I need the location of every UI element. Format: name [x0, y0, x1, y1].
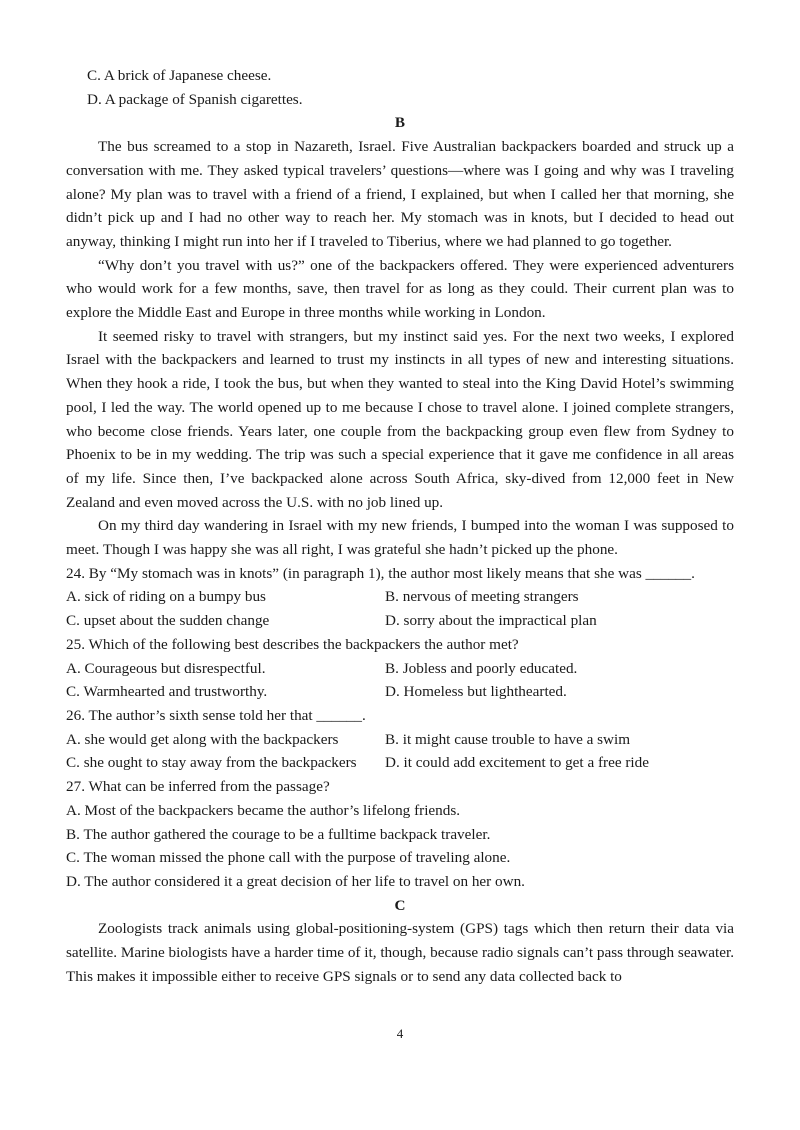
- section-b-paragraph-1: The bus screamed to a stop in Nazareth, Israel. Five Australian backpackers boarded and struck up a conversation with me. They asked typical travelers’ questions—where was I going and why was I traveling alone? My plan was to travel with a friend of a friend, I explained, but when I called her that morning, she didn’t pick up and I had no other way to reach her. My stomach was in knots, but I decided to head out anyway, thinking I might run into her if I traveled to Tiberius, where we had planned to go together.: [66, 138, 734, 250]
- question-24-option-d: D. sorry about the impractical plan: [385, 612, 597, 630]
- question-26-option-b: B. it might cause trouble to have a swim: [385, 730, 631, 748]
- question-26-options-row-2: [66, 751, 734, 775]
- section-b-paragraph-3: It seemed risky to travel with strangers, but my instinct said yes. For the next two weeks, I explored Israel with the backpackers and learned to trust my instincts in all types of new and interesting situations. When they hook a ride, I took the bus, but when they wanted to steal into the King David Hotel’s swimming pool, I led the way. The world opened up to me because I chose to travel alone. I joined complete strangers, who become close friends. Years later, one couple from the backpacking group even flew from Sydney to Phoenix to be in my wedding. The trip was such a special experience that it gave me confidence in all areas of my life. Since then, I’ve backpacked alone across South Africa, sky-dived from 12,000 feet in New Zealand and even moved across the U.S. with no job lined up.: [66, 327, 734, 511]
- question-25-stem: 25. Which of the following best describes the backpackers the author met?: [66, 635, 519, 653]
- question-27-option-d: D. The author considered it a great decision of her life to travel on her own.: [66, 872, 525, 890]
- section-c-paragraph-1: Zoologists track animals using global-positioning-system (GPS) tags which then return their data via satellite. Marine biologists have a harder time of it, though, because radio signals can’t pass through seawater. This makes it impossible either to receive GPS signals or to send any data collected back to: [66, 920, 734, 985]
- question-24-options-row-2: [66, 609, 734, 633]
- question-26-stem: 26. The author’s sixth sense told her that ______.: [66, 706, 366, 724]
- question-25-option-b: B. Jobless and poorly educated.: [385, 659, 578, 677]
- question-24-option-a: A. sick of riding on a bumpy bus: [66, 588, 266, 606]
- question-25-options-row-1: [66, 657, 734, 681]
- question-24-options-row-1: [66, 585, 734, 609]
- question-26-options-row-1: [66, 728, 734, 752]
- page-number: 4: [396, 1026, 404, 1041]
- question-25-option-d: D. Homeless but lighthearted.: [385, 683, 567, 701]
- prev-option-c: C. A brick of Japanese cheese.: [87, 67, 272, 84]
- question-25-options-row-2: [66, 680, 734, 704]
- section-b-paragraph-4: On my third day wandering in Israel with my new friends, I bumped into the woman I was supposed to meet. Though I was happy she was all right, I was grateful she hadn’t picked up the phone.: [66, 517, 734, 559]
- question-27-option-a: A. Most of the backpackers became the author’s lifelong friends.: [66, 801, 461, 819]
- section-b-paragraph-2: “Why don’t you travel with us?” one of the backpackers offered. They were experienced adventurers who would work for a few months, save, then travel for as long as they could. Their current plan was to explore the Middle East and Europe in three months while working in London.: [66, 256, 734, 322]
- question-24-option-b: B. nervous of meeting strangers: [385, 588, 579, 606]
- question-25-option-c: C. Warmhearted and trustworthy.: [66, 683, 268, 701]
- question-26-option-d: D. it could add excitement to get a free ride: [385, 754, 649, 772]
- prev-option-d: D. A package of Spanish cigarettes.: [87, 90, 303, 108]
- question-27-stem: 27. What can be inferred from the passage?: [66, 778, 330, 796]
- section-c-heading: C: [394, 896, 406, 914]
- question-25-option-a: A. Courageous but disrespectful.: [66, 659, 266, 677]
- question-24-option-c: C. upset about the sudden change: [66, 612, 270, 630]
- question-24-stem: 24. By “My stomach was in knots” (in paragraph 1), the author most likely means that she was ______.: [66, 564, 695, 582]
- question-27-option-c: C. The woman missed the phone call with the purpose of traveling alone.: [66, 849, 511, 867]
- exam-page: [66, 64, 734, 988]
- question-26-option-c: C. she ought to stay away from the backpackers: [66, 754, 357, 772]
- question-26-option-a: A. she would get along with the backpackers: [66, 730, 339, 748]
- section-b-heading: B: [394, 114, 406, 132]
- question-27-option-b: B. The author gathered the courage to be a fulltime backpack traveler.: [66, 825, 491, 843]
